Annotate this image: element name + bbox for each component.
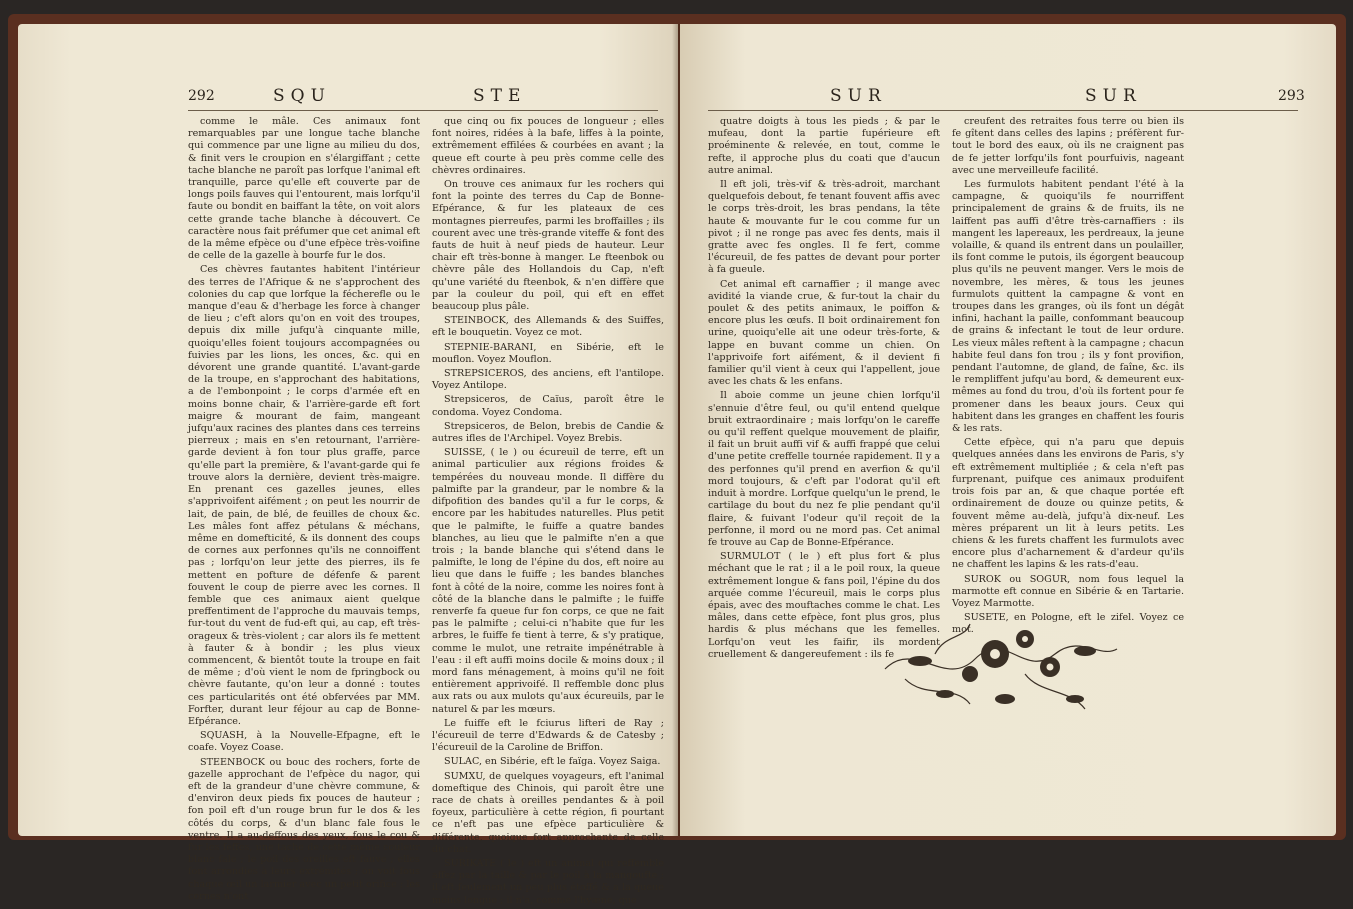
paragraph: SURIKATE ( le ) eft un animal qui reffemble affez par la taille & par le poil à la mangoufte ; il eft feulement un peu plus étoffé & a la queue moins longue ; il n'a, comme l'hyæne, que [432, 857, 664, 906]
paragraph: SUISSE, ( le ) ou écureuil de terre, eft un animal particulier aux régions froides & tempérées du nouveau monde. Il diffère du palmifte par la grandeur, par le nombre & la difpofition des bandes qu'il a fur le corps, & encore par les habitudes naturelles. Plus petit que le palmifte, le fuiffe a quatre bandes blanches, au lieu que le palmifte n'en a que trois ; la bande blanche qui s'étend dans le palmifte, le long de l'épine du dos, eft noire au lieu que dans le fuiffe ; les bandes blanches font à côté de la noire, comme les noires font à côté de la blanche dans le palmifte ; le fuiffe renverfe fa queue fur fon corps, ce que ne fait pas le palmifte ; celui-ci n'habite que fur les arbres, le fuiffe fe tient à terre, & s'y pratique, comme le mulot, une retraite impénétrable à l'eau : il eft auffi moins docile & moins doux ; il mord fans ménagement, à moins qu'il ne foit entièrement apprivoifé. Il reffemble donc plus aux rats ou aux mulots qu'aux écureuils, par le naturel & par les mœurs. [432, 447, 664, 715]
paragraph: Il aboie comme un jeune chien lorfqu'il s'ennuie d'être feul, ou qu'il entend quelque bruit extraordinaire ; mais lorfqu'on le careffe ou qu'il reffent quelque mouvement de plaifir, il fait un bruit auffi vif & auffi frappé que celui d'une petite creffelle tournée rapidement. Il y a des perfonnes qu'il prend en averfion & qu'il mord toujours, & c'eft par l'odorat qu'il eft induit à mordre. Lorfque quelqu'un le prend, le cartilage du bout du nez fe plie pendant qu'il flaire, & fuivant l'odeur qu'il reçoit de la perfonne, il mord ou ne mord pas. Cet animal fe trouve au Cap de Bonne-Efpérance. [708, 390, 940, 548]
paragraph: Ces chèvres fautantes habitent l'intérieur des terres de l'Afrique & ne s'approchent des colonies du cap que lorfque la fécherefle ou le manque d'eau & d'herbage les force à changer de lieu ; c'eft alors qu'on en voit des troupes, depuis dix mille jufqu'à cinquante mille, quoiqu'elles foient toujours accompagnées ou fuivies par les lions, les onces, &c. qui en dévorent une grande quantité. L'avant-garde de la troupe, en s'approchant des habitations, a de l'embonpoint ; le corps d'armée eft en moins bonne chair, & l'arrière-garde eft fort maigre & mourant de faim, mangeant jufqu'aux racines des plantes dans ces terreins pierreux ; mais en s'en retournant, l'arrière-garde devient à fon tour plus graffe, parce qu'elle part la première, & l'avant-garde qui fe trouve alors la dernière, devient très-maigre. En prenant ces gazelles jeunes, elles s'apprivoifent aifément ; on peut les nourrir de lait, de pain, de blé, de feuilles de choux &c. Les mâles font affez pétulans & méchans, même en domefticité, & ils donnent des coups de cornes aux perfonnes qu'ils ne connoiffent pas ; lorfqu'on leur jette des pierres, ils fe mettent en pofture de défenfe & parent fouvent le coup de pierre avec les cornes. Il femble que ces animaux aient quelque preffentiment de l'approche du mauvais temps, fur-tout du vent de fud-eft qui, au cap, eft très-orageux & très-violent ; car alors ils fe mettent à fauter & à bondir ; les plus vieux commencent, & bientôt toute la troupe en fait de même ; d'où vient le nom de fpringbock ou chèvre fautante, qu'on leur a donné : toutes ces particularités ont été obfervées par MM. Forfter, durant leur féjour au cap de Bonne-Efpérance. [188, 264, 420, 727]
left-running-head-1: SQU [273, 86, 331, 106]
paragraph: SURMULOT ( le ) eft plus fort & plus méchant que le rat ; il a le poil roux, la queue extrêmement longue & fans poil, l'épine du dos arquée comme l'écureuil, mais le corps plus épais, avec des mouftaches comme le chat. Les mâles, dans cette efpèce, font plus gros, plus hardis & plus méchans que les femelles. Lorfqu'on veut les faifir, ils mordent cruellement & dangereufement : ils fe [708, 551, 940, 660]
right-column-1 [708, 116, 940, 663]
paragraph: SULAC, en Sibérie, eft le faïga. Voyez Saiga. [444, 756, 661, 768]
paragraph: SUSETE, en Pologne, eft le zifel. Voyez ce mot. [952, 612, 1184, 636]
left-running-head-2: STE [473, 86, 527, 106]
paragraph: que cinq ou fix pouces de longueur ; elles font noires, ridées à la bafe, liffes à la pointe, extrêmement effilées & courbées en avant ; la queue eft courte à peu près comme celle des chèvres ordinaires. [432, 116, 664, 176]
paragraph: Le fuiffe eft le fciurus lifteri de Ray ; l'écureuil de terre d'Edwards & de Catesby ; l'écureuil de la Caroline de Briffon. [432, 717, 664, 754]
floral-vignette-ornament [875, 599, 1125, 739]
paragraph: On trouve ces animaux fur les rochers qui font la pointe des terres du Cap de Bonne-Efpérance, & fur les plateaux de ces montagnes pierreufes, parmi les broffailles ; ils courent avec une très-grande viteffe & font des fauts de huit à neuf pieds de hauteur. Leur chair eft très-bonne à manger. Le fteenbok ou chèvre pâle des Hollandois du Cap, n'eft qu'une variété du fteenbok, & n'en diffère que par la couleur du poil, qui eft en effet beaucoup plus pâle. [432, 179, 664, 313]
left-column-2 [432, 116, 664, 909]
paragraph: SUROK ou SOGUR, nom fous lequel la marmotte eft connue en Sibérie & en Tartarie. Voyez Marmotte. [952, 573, 1184, 609]
right-page-number: 293 [1278, 88, 1305, 104]
left-page [18, 24, 678, 906]
right-running-head-1: SUR [830, 86, 887, 106]
right-running-head-2: SUR [1085, 86, 1142, 106]
paragraph: quatre doigts à tous les pieds ; & par le mufeau, dont la partie fupérieure eft proéminente & relevée, en tout, comme le refte, il approche plus du coati que d'aucun autre animal. [708, 116, 940, 176]
paragraph: STREPSICEROS, des anciens, eft l'antilope. Voyez Antilope. [432, 368, 664, 392]
book-spread [8, 14, 1346, 906]
paragraph: STEENBOCK ou bouc des rochers, forte de gazelle approchant de l'efpèce du nagor, qui eft de la grandeur d'une chèvre commune, & d'environ deux pieds fix pouces de hauteur ; fon poil eft d'un rouge brun fur le dos & les côtés du corps, & d'un blanc fale fous le ventre. Il a au-deffous des yeux, fous le cou & fur les feffes, une tache de cette même couleur blanc fale ; le poil des oreilles eft fauve ; elles font arrondies à leurs extrémités ; on voit fous chaque œil un larmier avec un petit orifice ; les cornes n'ont [188, 756, 420, 902]
paragraph: Cette efpèce, qui n'a paru que depuis quelques années dans les environs de Paris, s'y eft extrêmement multipliée ; & cela n'eft pas furprenant, puifque ces animaux produifent trois fois par an, & que chaque portée eft ordinairement de douze ou quinze petits, & fouvent même au-delà, jufqu'à dix-neuf. Les mères préparent un lit à leurs petits. Les chiens & les furets chaffent les furmulots avec encore plus d'acharnement & d'ardeur qu'ils ne chaffent les lapins & les rats-d'eau. [952, 437, 1184, 571]
paragraph: Strepsiceros, de Caïus, paroît être le condoma. Voyez Condoma. [432, 394, 664, 418]
paragraph: creufent des retraites fous terre ou bien ils fe gîtent dans celles des lapins ; préfèrent fur-tout le bord des eaux, où ils ne craignent pas de fe jetter lorfqu'ils font pourfuivis, nageant avec une merveilleufe facilité. [952, 116, 1184, 176]
header-rule [708, 110, 1298, 111]
paragraph: SUMXU, de quelques voyageurs, eft l'animal domeftique des Chinois, qui paroît être une race de chats à oreilles pendantes & à poil foyeux, particulière à cette région, fi pourtant ce n'eft pas une efpèce particulière & différente, quoique fort approchante de celle du chat. [432, 770, 664, 855]
right-page [680, 24, 1336, 836]
header-rule [188, 110, 658, 111]
paragraph: SQUASH, à la Nouvelle-Efpagne, eft le coafe. Voyez Coase. [188, 730, 420, 754]
paragraph: Les furmulots habitent pendant l'été à la campagne, & quoiqu'ils fe nourriffent principalement de grains & de fruits, ils ne laiffent pas auffi d'être très-carnaffiers : ils mangent les lapereaux, les perdreaux, la jeune volaille, & quand ils entrent dans un poulailler, ils font comme le putois, ils égorgent beaucoup plus qu'ils ne peuvent manger. Vers le mois de novembre, les mères, & tous les jeunes furmulots quittent la campagne & vont en troupes dans les granges, où ils font un dégât infini, hachant la paille, confommant beaucoup de grains & infectant le tout de leur ordure. Les vieux mâles reftent à la campagne ; chacun habite feul dans fon trou ; ils y font provifion, pendant l'automne, de gland, de faîne, &c. ils le rempliffent jufqu'au bord, & demeurent eux-mêmes au fond du trou, d'où ils fortent pour fe promener dans les beaux jours. Ceux qui habitent dans les granges en chaffent les fouris & les rats. [952, 179, 1184, 435]
paragraph: comme le mâle. Ces animaux font remarquables par une longue tache blanche qui commence par une ligne au milieu du dos, & finit vers le croupion en s'élargiffant ; cette tache blanche ne paroît pas lorfque l'animal eft tranquille, parce qu'elle eft couverte par de longs poils fauves qui l'entourent, mais lorfqu'il faute ou bondit en baiffant la tête, on voit alors cette grande tache blanche à découvert. Ce caractère nous fait préfumer que cet animal eft de la même efpèce ou d'une efpèce très-voifine de celle de la gazelle à bourfe fur le dos. [188, 116, 420, 262]
paragraph: STEINBOCK, des Allemands & des Suiffes, eft le bouquetin. Voyez ce mot. [432, 315, 664, 339]
paragraph: Strepsiceros, de Belon, brebis de Candie & autres ifles de l'Archipel. Voyez Brebis. [432, 420, 664, 445]
left-column-1 [188, 116, 420, 905]
paragraph: STEPNIE-BARANI, en Sibérie, eft le mouflon. Voyez Mouflon. [432, 341, 664, 365]
right-column-2 [952, 116, 1184, 639]
left-page-number: 292 [188, 88, 215, 104]
paragraph: Il eft joli, très-vif & très-adroit, marchant quelquefois debout, fe tenant fouvent affis avec le corps très-droit, les bras pendans, la tête haute & mouvante fur le cou comme fur un pivot ; il ne ronge pas avec fes dents, mais il gratte avec fes ongles. Il fe fert, comme l'écureuil, de fes pattes de devant pour porter à fa gueule. [708, 179, 940, 276]
paragraph: Cet animal eft carnaffier ; il mange avec avidité la viande crue, & fur-tout la chair du poulet & des petits animaux, le poiffon & encore plus les œufs. Il boit ordinairement fon urine, quoiqu'elle ait une odeur très-forte, & lappe en buvant comme un chien. On l'apprivoife fort aifément, & il devient fi familier qu'il vient à ceux qui l'appellent, joue avec les chats & les enfans. [708, 278, 940, 388]
